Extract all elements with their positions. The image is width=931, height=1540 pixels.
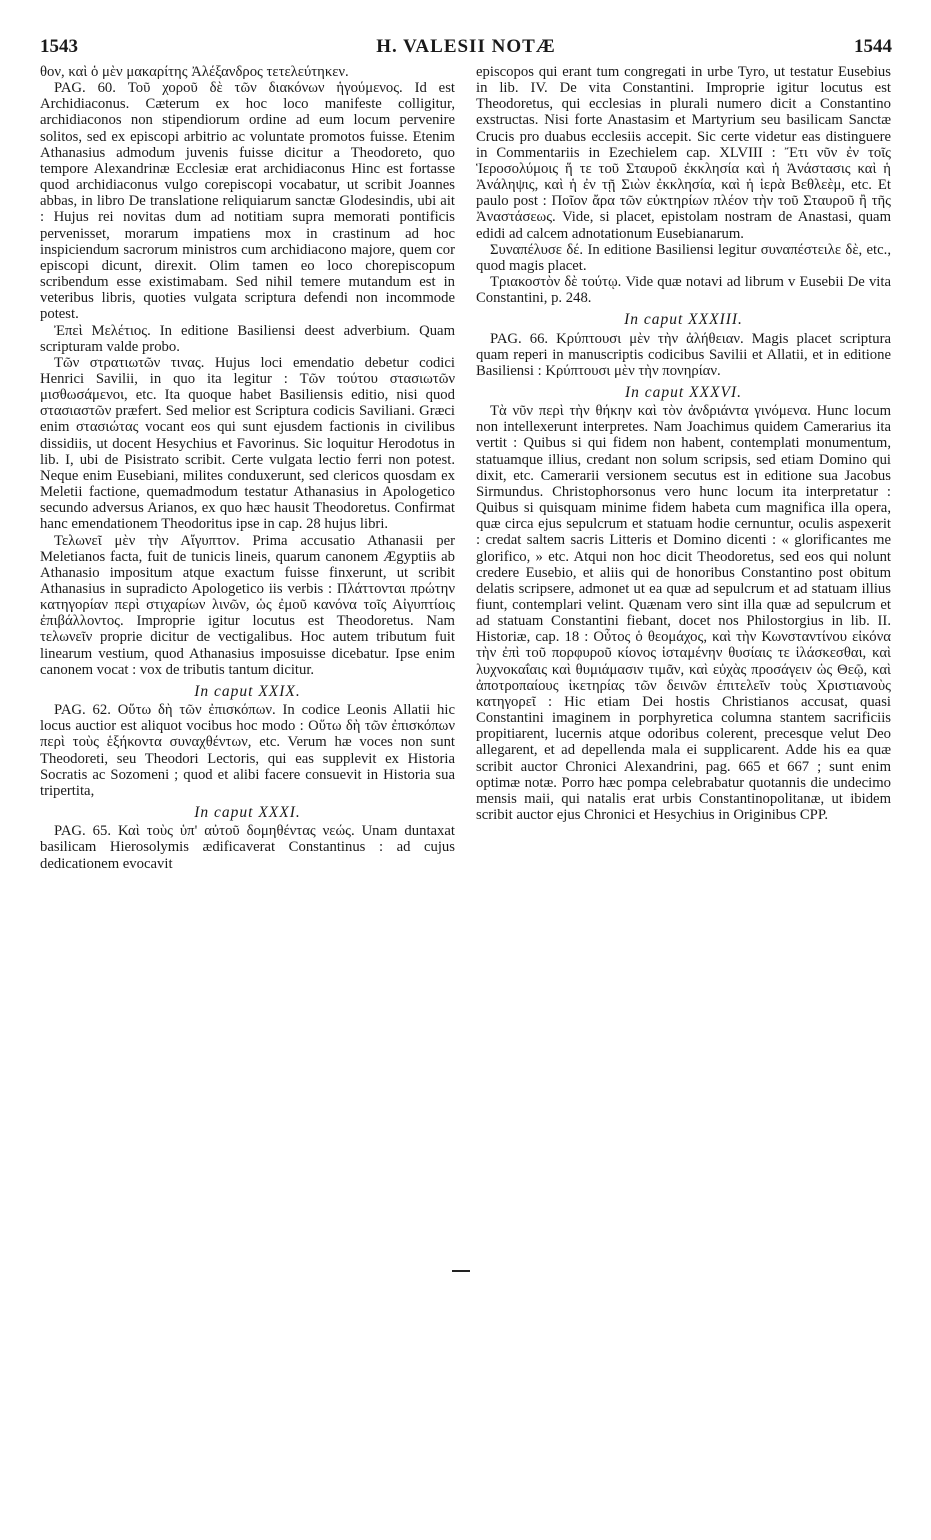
paragraph: PAG. 66. Κρύπτουσι μὲν τὴν ἀλήθειαν. Magis placet scriptura quam reperi in manuscriptis codicibus Savilii et Allatii, et in editione Basiliensi : Κρύπτουσι μὲν τὴν πονηρίαν.	[476, 330, 891, 379]
text-block: episcopos qui erant tum congregati in urbe Tyro, ut testatur Eusebius in lib. IV. De vita Constantini. Improprie igitur locutus est Theodoretus, qui ecclesias in plurali numero dicit a Constantino exstructas. Nisi forte Anastasim et Martyrium seu basilicam Sanctæ Crucis pro duabus ecclesiis accepit. Sic certe videtur eas distinguere in Commentariis in Ezechielem cap. XLVIII : Ἔτι νῦν ἐν τοῖς Ἱεροσολύμοις ἥ τε τοῦ Σταυροῦ ἐκκλησία καὶ ἡ Ἀνάστασις καὶ ἡ Ἀνάληψις, καὶ ἡ ἐν τῇ Σιὼν ἐκκλησία, καὶ ἡ ἱερὰ Βεθλεὲμ, etc. Et paulo post : Ποῖον ἄρα τῶν εὐκτηρίων πλέον τὴν τοῦ Σταυροῦ ἢ τῆς Ἀναστάσεως. Vide, si placet, epistolam nostram de Anastasi, quam edidi ad calcem adnotationum Eusebianarum.	[476, 64, 891, 242]
paragraph: PAG. 62. Οὕτω δὴ τῶν ἐπισκόπων. In codice Leonis Allatii hic locus auctior est aliquot vocibus hoc modo : Οὕτω δὴ τῶν ἐπισκόπων περὶ τοὺς ἑξήκοντα συναχθέντων, etc. Verum hæ voces non sunt Theodoreti, seu Theodori Lectoris, qui eas supplevit ex Historia Socratis ac Sozomeni ; quod et alibi facere consuevit in Historia sua tripertita,	[40, 702, 455, 799]
paragraph: Τριακοστὸν δὲ τούτῳ. Vide quæ notavi ad librum v Eusebii De vita Constantini, p. 248.	[476, 274, 891, 307]
left-column	[40, 64, 455, 872]
page-number-right: 1544	[854, 36, 892, 57]
paragraph: Συναπέλυσε δέ. In editione Basiliensi legitur συναπέστειλε δὲ, etc., quod magis placet.	[476, 241, 891, 274]
section-heading: In caput XXIX.	[194, 682, 301, 700]
page-header	[40, 36, 892, 62]
section-heading: In caput XXXIII.	[624, 311, 743, 329]
footer-dash	[452, 1270, 470, 1272]
section-heading: In caput XXXI.	[194, 804, 301, 822]
paragraph: Τελωνεῖ μὲν τὴν Αἴγυπτον. Prima accusatio Athanasii per Meletianos facta, fuit de tunicis lineis, quarum canonem Ægyptiis ab Athanasio impositum atque exactum fuisse finxerunt, ut scribit Athanasius in supradicto Apologetico iis verbis : Πλάττονται πρώτην κατηγορίαν περὶ στιχαρίων λινῶν, ὡς ἐμοῦ κανόνα τοῖς Αἰγυπτίοις ἐπιβάλλοντος. Improprie igitur locutus est Theodoretus. Nam τελωνεῖν proprie dicitur de vectigalibus. Hoc autem tributum fuit linearum vestium, quod Athanasius imposuisse dicebatur. Ipse enim canonem vocat : vox de tributis tantum dicitur.	[40, 532, 455, 678]
text-block: θον, καὶ ὁ μὲν μακαρίτης Ἀλέξανδρος τετελεύτηκεν.	[40, 64, 349, 80]
section-heading: In caput XXXVI.	[624, 383, 742, 401]
paragraph: Τὰ νῦν περὶ τὴν θήκην καὶ τὸν ἀνδριάντα γινόμενα. Hunc locum non intellexerunt interpretes. Nam Joachimus quidem Camerarius ita vertit : Quibus si qui fidem non habent, contemplati monumentum, statuamque illius, credant non solum scripsis, sed etiam Domino qui dixit, etc. Camerarii versionem secutus est in editione sua Jacobus Sirmundus. Christophorsonus vero hunc locum ita interpretatur : Quibus si quisquam minime fidem habeta cum magnifica illa opera, quæ circa ejus sepulcrum et statuam hodie cernuntur, oculis aspexerit : credat saltem sacris Litteris et Domino dicenti : « glorificantes me glorifico, » etc. Atqui non hoc dicit Theodoretus, sed eos qui nolunt credere Eusebio, et aliis qui de honoribus Constantino post obitum delatis scripsere, admonet ut ea quæ ad sepulcrum et ad statuam illius fiunt, contemplari velint. Quænam vero sint illa quæ ad sepulcrum et ad statuam Constantini fiebant, docet nos Philostorgius in lib. II. Historiæ, cap. 18 : Οὗτος ὁ θεομάχος, καὶ τὴν Κωνσταντίνου εἰκόνα τὴν ἐπὶ τοῦ πορφυροῦ κίονος ἱσταμένην θυσίαις τε ἱλάσκεσθαι, καὶ λυχνοκαΐαις καὶ θυμιάμασιν τιμᾶν, καὶ εὐχὰς προσάγειν ὡς Θεῷ, καὶ ἀποτροπαίους ἱκετηρίας τῶν δεινῶν ἐπιτελεῖν τοὺς Χριστιανοὺς κατηγορεῖ : Hic etiam Dei hostis Christianos accusat, quasi Constantini imaginem in porphyretica columna stantem sacrificiis propitiarent, lucernis atque odoribus colerent, precesque velut Deo allegarent, et ad depellenda mala ei supplicarent. Adde his ea quæ scribit auctor Chronici Alexandrini, pag. 665 et 667 ; sunt enim optimæ notæ. Porro hæc pompa celebrabatur quotannis die undecimo mensis maii, qui natalis erat urbis Constantinopolitanæ, ut ibidem scribit auctor ejus Chronici et Hesychius in Originibus CPP.	[476, 403, 891, 824]
paragraph: Τῶν στρατιωτῶν τινας. Hujus loci emendatio debetur codici Henrici Savilii, in quo ita legitur : Τῶν τούτου στασιωτῶν μισθωσάμενοι, etc. Ita quoque habet Basiliensis editio, nisi quod στασιαστῶν præfert. Sed melior est Scriptura codicis Saviliani. Græci enim στασιώτας vocant eos qui sunt ejusdem factionis in civilibus dissidiis, ut docent Hesychius et Favorinus. Sic loquitur Herodotus in lib. I, ubi de Pisistrato scribit. Certe vulgata lectio ferri non potest. Neque enim Eusebiani, milites conduxerunt, sed clericos quosdam ex Meletii factione, quemadmodum testatur Athanasius in Apologetico secundo adversus Arianos, ex quo hæc hausit Theodoretus. Confirmat hanc emendationem Theodoritus ipse in cap. 28 hujus libri.	[40, 354, 455, 533]
right-column	[476, 64, 891, 823]
running-title: H. VALESII NOTÆ	[376, 36, 556, 57]
page-number-left: 1543	[40, 36, 78, 57]
paragraph: Ἐπεὶ Μελέτιος. In editione Basiliensi deest adverbium. Quam scripturam valde probo.	[40, 322, 455, 355]
paragraph: PAG. 60. Τοῦ χοροῦ δὲ τῶν διακόνων ἡγούμενος. Id est Archidiaconus. Cæterum ex hoc loco manifeste colligitur, archidiaconos non stipendiorum ordine ad eum locum pervenire solitos, sed ex episcopi arbitrio ac voluntate promotos fuisse. Etenim Athanasius admodum juvenis fuisse dicitur a Theodoreto, quo tempore Alexandrinæ Ecclesiæ erat archidiaconus Hinc est fortasse quod archidiaconus vulgo corepiscopi vocabatur, ut scribit Joannes abbas, in libro De translatione reliquiarum sanctæ Glodesindis, ubi ait : Hujus rei novitas dum ad notitiam supra memorati pontificis pervenisset, morarum impatiens mox in crastinum ad hoc inspiciendum sacrorum ministros cum archidiacono majore, quem cor episcopi dicunt, direxit. Olim tamen eo loco chorepiscopum scribendum esse existimabam. Sed nihil temere mutandum est in veteribus libris, quoties vulgata scriptura defendi non incommode potest.	[40, 80, 455, 323]
paragraph: PAG. 65. Καὶ τοὺς ὑπ' αὐτοῦ δομηθέντας νεώς. Unam duntaxat basilicam Hierosolymis ædificaverat Constantinus : ad cujus dedicationem evocavit	[40, 823, 455, 872]
